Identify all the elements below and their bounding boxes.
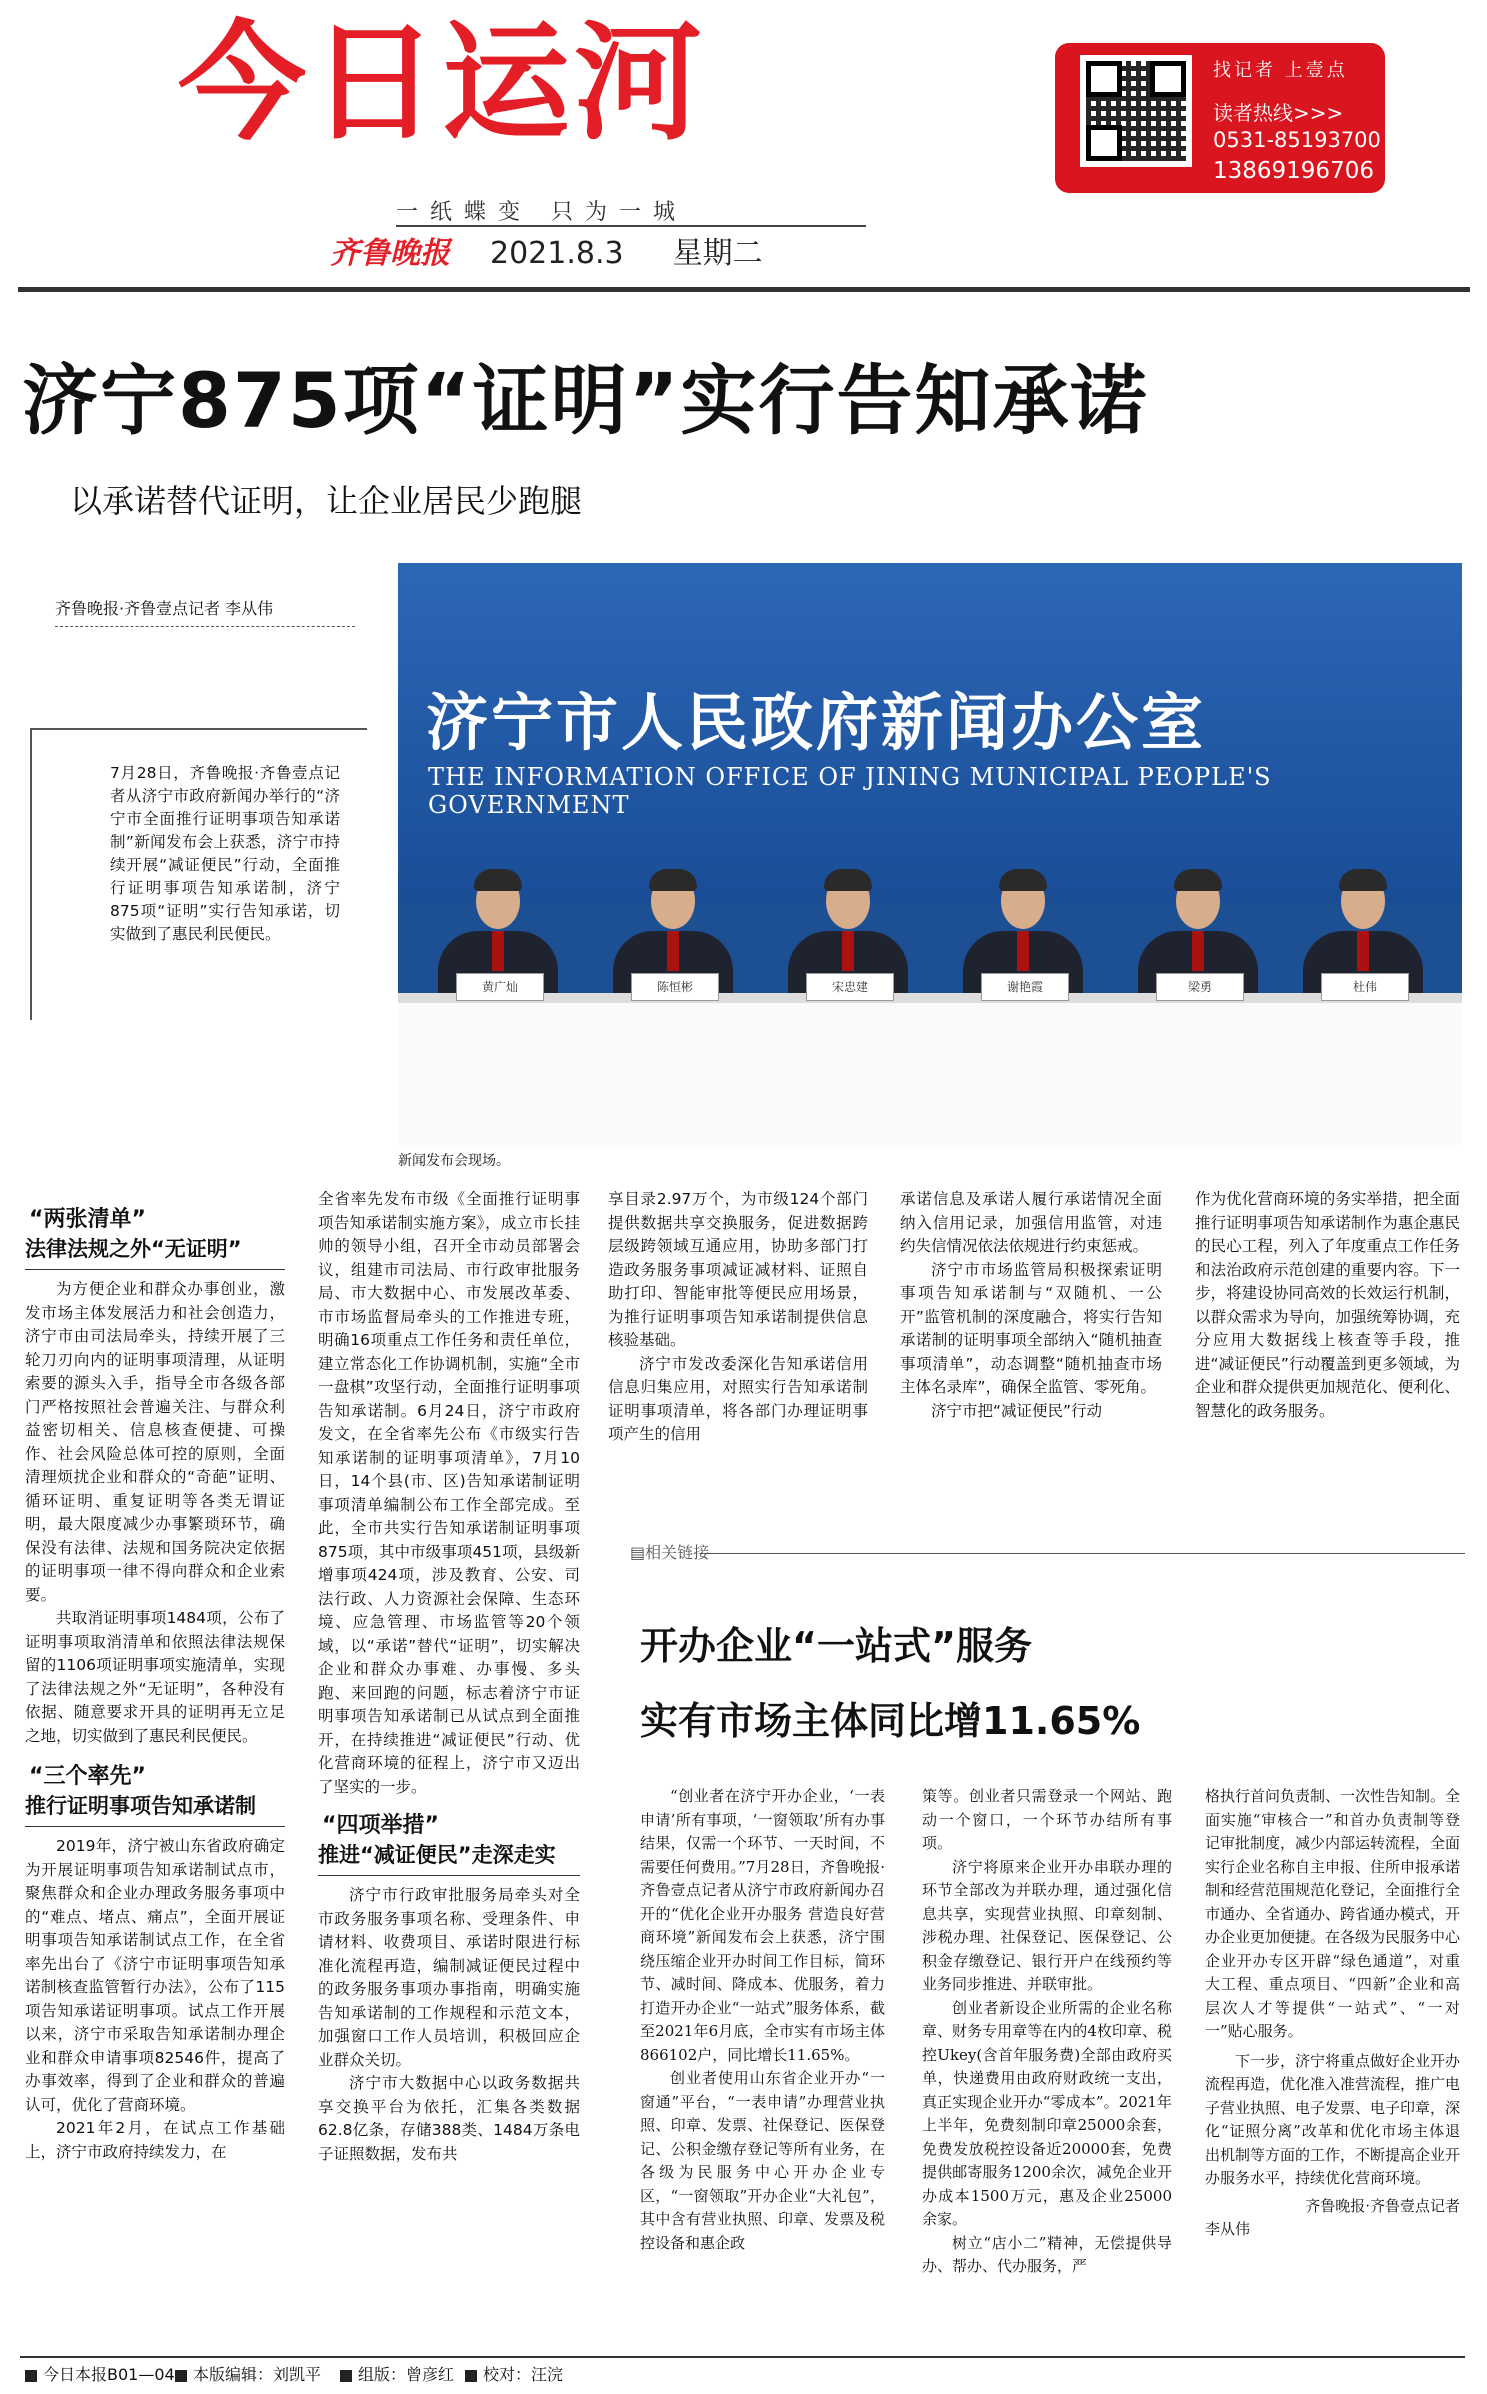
- related-title-1: 开办企业“一站式”服务: [640, 1624, 1032, 1668]
- section-1: [25, 1205, 285, 2164]
- footer-marker-icon: [465, 2370, 477, 2382]
- article-lead: 7月28日，齐鲁晚报·齐鲁壹点记者从济宁市政府新闻办举行的“济宁市全面推行证明事项告知承诺制”新闻发布会上获悉，济宁市持续开展“减证便民”行动，全面推行证明事项告知承诺制，济宁875项“证明”实行告知承诺，切实做到了惠民利民便民。: [110, 764, 340, 943]
- column-2-paragraph: 全省率先发布市级《全面推行证明事项告知承诺制实施方案》，成立市长挂帅的领导小组，召开全市动员部署会议，组建市司法局、市行政审批服务局、市大数据中心、市发展改革委、市市场监督局牵头的工作推进专班，明确16项重点工作任务和责任单位，建立常态化工作协调机制，实施“全市一盘棋”攻坚行动，全面推行证明事项告知承诺制。6月24日，济宁市政府发文，在全省率先公布《市级实行告知承诺制的证明事项清单》，7月10日，14个县(市、区)告知承诺制证明事项清单编制公布工作全部完成。至此，全市共实行告知承诺制证明事项875项，其中市级事项451项，县级新增事项424项，涉及教育、公安、司法行政、人力资源社会保障、生态环境、应急管理、市场监管等20个领域，以“承诺”替代“证明”，切实解决企业和群众办事难、办事慢、多头跑、来回跑的问题，标志着济宁市证明事项告知承诺制已从试点到全面推开，在持续推进“减证便民”行动、优化营商环境的征程上，济宁市又迈出了坚实的一步。: [318, 1190, 580, 1796]
- hotline-label: 读者热线>>>: [1213, 101, 1344, 125]
- nameplate: 梁勇: [1156, 973, 1244, 1001]
- article-column-3: [608, 1188, 868, 1447]
- column-3-paragraph: 济宁市发改委深化告知承诺信用信息归集应用，对照实行告知承诺制证明事项清单，将各部门办理证明事项产生的信用: [608, 1354, 868, 1443]
- footer-proofreader: [465, 2362, 563, 2385]
- column-4-paragraph: 济宁市市场监管局积极探索证明事项告知承诺制与“双随机、一公开”监管机制的深度融合，将实行告知承诺制的证明事项全部纳入“随机抽查事项清单”，动态调整“随机抽查市场主体名录库”，确保全监管、零死角。: [900, 1260, 1162, 1396]
- related-paragraph: 策等。创业者只需登录一个网站、跑动一个窗口，一个环节办结所有事项。: [922, 1787, 1172, 1852]
- column-4-paragraph: 承诺信息及承诺人履行承诺情况全面纳入信用记录，加强信用监管，对违约失信情况依法依规进行约束惩戒。: [900, 1190, 1162, 1255]
- related-paragraph: 格执行首问负责制、一次性告知制。全面实施“审核合一”和首办负责制等登记审批制度，减少内部运转流程，全面实行企业名称自主申报、住所申报承诺制和经营范围规范化登记，全面推行全市通办、全省通办、跨省通办模式，开办企业更加便捷。在各级为民服务中心企业开办专区开辟“绿色通道”，对重大工程、重点项目、“四新”企业和高层次人才等提供“一站式”、“一对一”贴心服务。: [1205, 1787, 1461, 2040]
- nameplate: 陈恒彬: [631, 973, 719, 1001]
- column-4-paragraph: 济宁市把“减证便民”行动: [931, 1401, 1103, 1420]
- masthead-title: 今日运河: [178, 9, 707, 158]
- related-link-tag: ▤相关链接: [630, 1543, 710, 1562]
- section-1-subtitle: 法律法规之外“无证明”: [25, 1237, 242, 1261]
- paper-name-logo: 齐鲁晚报: [330, 236, 450, 271]
- section-divider: [318, 1875, 580, 1876]
- masthead-slogan: 一纸蝶变 只为一城: [396, 200, 687, 225]
- footer-rule: [20, 2356, 1465, 2358]
- footer-marker-icon: [25, 2370, 37, 2382]
- date-line: [490, 228, 763, 272]
- hotline-tagline: 找记者 上壹点: [1213, 60, 1348, 81]
- related-paragraph: 树立“店小二”精神，无偿提供导办、帮办、代办服务，严: [922, 2233, 1172, 2275]
- press-conference-photo: [398, 563, 1462, 1145]
- article-byline: 齐鲁晚报·齐鲁壹点记者 李从伟: [55, 599, 274, 618]
- article-column-2: [318, 1188, 580, 2166]
- qr-code-icon[interactable]: [1080, 55, 1192, 167]
- issue-weekday: 星期二: [672, 236, 763, 271]
- section-3-subtitle: 推进“减证便民”走深走实: [318, 1843, 556, 1867]
- footer-marker-icon: [175, 2370, 187, 2382]
- related-link-label: 相关链接: [645, 1543, 710, 1562]
- photo-banner-title: 济宁市人民政府新闻办公室: [426, 686, 1207, 759]
- byline-divider: [55, 626, 355, 627]
- hotline-mobile: 13869196706: [1213, 158, 1374, 184]
- section-divider: [25, 1269, 285, 1270]
- related-byline: 齐鲁晚报·齐鲁壹点记者: [1305, 2196, 1460, 2215]
- related-paragraph: 创业者新设企业所需的企业名称章、财务专用章等在内的4枚印章、税控Ukey(含首年服务费)全部由政府买单，快递费用由政府财政统一支出，真正实现企业开办“零成本”。2021年上半年，免费刻制印章25000余套，免费发放税控设备近20000套，免费提供邮寄服务1200余次，减免企业开办成本1500万元，惠及企业25000余家。: [922, 1998, 1172, 2228]
- column-3-paragraph: 享目录2.97万个，为市级124个部门提供数据共享交换服务，促进数据跨层级跨领域互通应用，协助多部门打造政务服务事项减证减材料、证照自助打印、智能审批等便民应用场景，为推行证明事项告知承诺制提供信息核验基础。: [608, 1190, 868, 1349]
- section-3-title: “四项举措”: [322, 1813, 439, 1838]
- masthead-rule: [18, 287, 1470, 292]
- article-subhead: 以承诺替代证明，让企业居民少跑腿: [70, 482, 583, 520]
- related-paragraph: “创业者在济宁开办企业，‘一表申请’所有事项，‘一窗领取’所有办事结果，仅需一个环节、一天时间，不需要任何费用。”7月28日，齐鲁晚报·齐鲁壹点记者从济宁市政府新闻办召开的“优化企业开办服务 营造良好营商环境”新闻发布会上获悉，济宁围绕压缩企业开办时间工作目标，简环节、减时间、降成本、优服务，着力打造开办企业“一站式”服务体系，截至2021年6月底，全市实有市场主体866102户，同比增长11.65%。: [640, 1787, 885, 2064]
- section-1-paragraph: 共取消证明事项1484项，公布了证明事项取消清单和依照法律法规保留的1106项证明事项实施清单，实现了法律法规之外“无证明”，各种没有依据、随意要求开具的证明再无立足之地，切实做到了惠民利民便民。: [25, 1609, 285, 1745]
- nameplate: 杜伟: [1321, 973, 1409, 1001]
- related-column-b: [922, 1785, 1172, 2279]
- nameplate: 宋忠建: [806, 973, 894, 1001]
- related-paragraph: 下一步，济宁将重点做好企业开办流程再造，优化准入准营流程，推广电子营业执照、电子发票、电子印章，深化“证照分离”改革和优化市场主体退出机制等方面的工作，不断提高企业开办服务水平，持续优化营商环境。: [1205, 2051, 1461, 2187]
- conference-desk: [398, 993, 1462, 1145]
- photo-banner-subtitle: THE INFORMATION OFFICE OF JINING MUNICIPAL PEOPLE'S GOVERNMENT: [428, 763, 1272, 819]
- footer-editor-text: 本版编辑：刘凯平: [193, 2365, 322, 2384]
- article-column-4: [900, 1188, 1162, 1423]
- hotline-phone: 0531-85193700: [1213, 128, 1381, 152]
- footer-designer: [340, 2362, 454, 2385]
- column-2-paragraph: 济宁市行政审批服务局牵头对全市政务服务事项名称、受理条件、申请材料、收费项目、承诺时限进行标准化流程再造，编制减证便民过程中的政务服务事项办事指南，明确实施告知承诺制的工作规程和示范文本，加强窗口工作人员培训，积极回应企业群众关切。: [318, 1886, 580, 2069]
- section-2-paragraph: 2019年，济宁被山东省政府确定为开展证明事项告知承诺制试点市，聚焦群众和企业办理政务服务事项中的“难点、堵点、痛点”，全面开展证明事项告知承诺制试点工作，在全省率先出台了《济宁市证明事项告知承诺制核查监管暂行办法》，公布了115项告知承诺证明事项。试点工作开展以来，济宁市采取告知承诺制办理企业和群众申请事项82546件，提高了办事效率，得到了企业和群众的普遍认可，优化了营商环境。: [25, 1837, 285, 2114]
- column-5-paragraph: 作为优化营商环境的务实举措，把全面推行证明事项告知承诺制作为惠企惠民的民心工程，列入了年度重点工作任务和法治政府示范创建的重要内容。下一步，将建设协同高效的长效运行机制，以群众需求为导向，加强统筹协调，充分应用大数据线上核查等手段，推进“减证便民”行动覆盖到更多领域，为企业和群众提供更加规范化、便利化、智慧化的政务服务。: [1195, 1190, 1460, 1420]
- nameplate: 黄广灿: [456, 973, 544, 1001]
- nameplate: 谢艳霞: [981, 973, 1069, 1001]
- article-headline: 济宁875项“证明”实行告知承诺: [22, 356, 1149, 445]
- section-2-subtitle: 推行证明事项告知承诺制: [25, 1794, 256, 1818]
- related-title-2: 实有市场主体同比增11.65%: [640, 1699, 1141, 1743]
- related-column-c: [1205, 1785, 1460, 2242]
- related-column-a: [640, 1785, 885, 2255]
- photo-caption: 新闻发布会现场。: [398, 1153, 510, 1169]
- footer-marker-icon: [340, 2370, 352, 2382]
- footer-editor: [175, 2362, 321, 2385]
- column-2-paragraph: 济宁市大数据中心以政务数据共享交换平台为依托，汇集各类数据62.8亿条，存储388类、1484万条电子证照数据，发布共: [318, 2074, 580, 2163]
- issue-date: 2021.8.3: [490, 236, 624, 271]
- footer-proofreader-text: 校对：汪浣: [483, 2365, 564, 2384]
- section-1-title: “两张清单”: [29, 1207, 146, 1232]
- section-2-title: “三个率先”: [29, 1764, 146, 1789]
- article-column-5: [1195, 1188, 1460, 1423]
- desk-edge: [398, 993, 1462, 1003]
- related-paragraph: 创业者使用山东省企业开办“一窗通”平台，“一表申请”办理营业执照、印章、发票、社保登记、医保登记、公积金缴存登记等所有业务，在各级为民服务中心开办企业专区，“一窗领取”开办企业“大礼包”，其中含有营业执照、印章、发票及税控设备和惠企政: [640, 2069, 885, 2252]
- related-paragraph: 济宁将原来企业开办串联办理的环节全部改为并联办理，通过强化信息共享，实现营业执照、印章刻制、涉税办理、社保登记、医保登记、公积金存缴登记、银行开户在线预约等业务同步推进、并联审批。: [922, 1857, 1172, 1993]
- related-link-divider: [700, 1553, 1465, 1554]
- footer-edition: [25, 2362, 175, 2385]
- footer-edition-text: 今日本报B01—04: [43, 2365, 175, 2384]
- footer-designer-text: 组版：曾彦红: [358, 2365, 455, 2384]
- section-divider: [25, 1826, 285, 1827]
- section-1-paragraph: 为方便企业和群众办事创业，激发市场主体发展活力和社会创造力，济宁市由司法局牵头，持续开展了三轮刀刃向内的证明事项清理，从证明索要的源头入手，指导全市各级各部门严格按照社会普遍关注、与群众利益密切相关、信息核查便捷、可操作、社会风险总体可控的原则，全面清理烦扰企业和群众的“奇葩”证明、循环证明、重复证明等各类无谓证明，最大限度减少办事繁琐环节，确保没有法律、法规和国务院决定依据的证明事项一律不得向群众和企业索要。: [25, 1280, 285, 1604]
- section-2-paragraph: 2021年2月，在试点工作基础上，济宁市政府持续发力，在: [25, 2119, 285, 2161]
- related-byline-name: 李从伟: [1205, 2220, 1251, 2238]
- masthead-divider: [396, 225, 866, 227]
